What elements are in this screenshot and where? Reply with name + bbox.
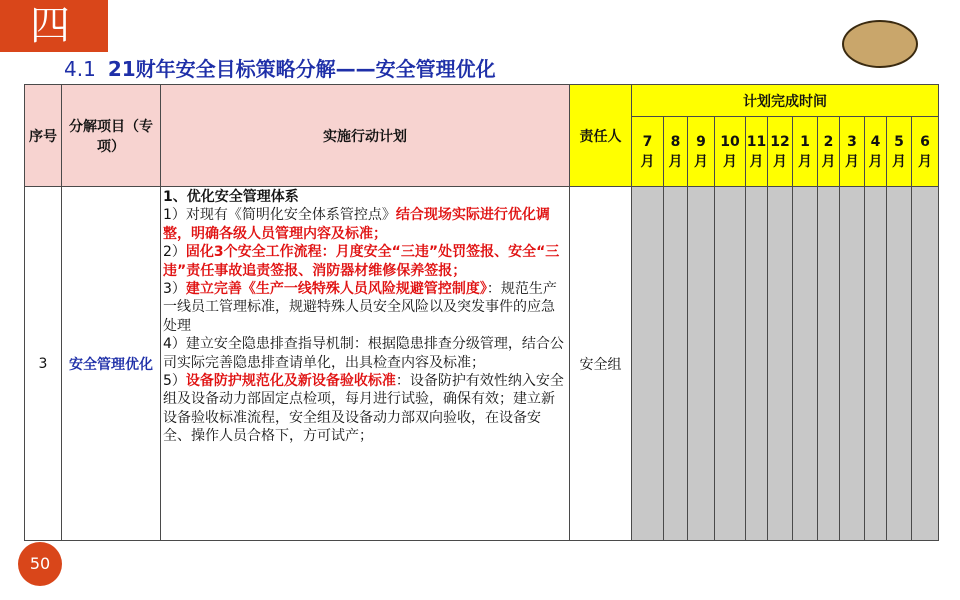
title-number: 4.1 — [64, 57, 96, 81]
plan-point-1-text: 1）对现有《简明化安全体系管控点》 — [163, 207, 396, 224]
plan-point-4: 4）建立安全隐患排查指导机制：根据隐患排查分级管理，结合公司实际完善隐患排查请单化，出具检查内容及标准； — [163, 336, 564, 371]
month-unit: 月 — [821, 153, 836, 170]
month-num: 3 — [847, 133, 857, 150]
month-cell — [664, 187, 688, 541]
month-unit: 月 — [868, 153, 883, 170]
month-unit: 月 — [892, 153, 906, 170]
title-text: 21财年安全目标策略分解——安全管理优化 — [107, 57, 496, 81]
month-num: 8 — [670, 133, 681, 150]
row-item: 安全管理优化 — [62, 187, 161, 541]
month-cell — [865, 187, 887, 541]
month-header — [746, 117, 768, 187]
month-header — [887, 117, 912, 187]
month-num: 12 — [770, 133, 790, 150]
plan-point-1 — [163, 206, 567, 243]
month-cell — [912, 187, 939, 541]
plan-point-5-highlight: 设备防护规范化及新设备验收标准 — [185, 373, 396, 390]
plan-point-2-prefix: 2） — [163, 244, 186, 261]
plan-point-5-text: ：设备防护有效性纳入安全组及设备动力部固定点检项，每月进行试验，确保有效；建立新设备验收标准流程，安全组及设备动力部双向验收，在设备安全、操作人员合格下，方可试产； — [163, 373, 564, 445]
plan-point-3-highlight: 建立完善《生产一线特殊人员风险规避管控制度》 — [185, 281, 487, 298]
month-header — [664, 117, 688, 187]
plan-point-3-text: ：规范生产一线员工管理标准，规避特殊人员安全风险以及突发事件的应急处理 — [163, 281, 557, 334]
month-unit: 月 — [749, 153, 764, 170]
plan-point-3 — [163, 280, 567, 335]
month-unit: 月 — [798, 153, 812, 170]
month-cell — [688, 187, 715, 541]
header-schedule: 计划完成时间 — [632, 85, 939, 117]
header-row-top — [25, 85, 939, 117]
month-num: 10 — [720, 133, 740, 150]
month-cell — [887, 187, 912, 541]
month-unit: 月 — [694, 153, 708, 170]
month-unit: 月 — [918, 153, 933, 170]
month-cell — [632, 187, 664, 541]
month-num: 5 — [894, 133, 904, 150]
month-header — [768, 117, 793, 187]
header-item: 分解项目（专项） — [62, 85, 161, 187]
plan-point-1-highlight: 结合现场实际进行优化调整，明确各级人员管理内容及标准； — [163, 207, 550, 242]
month-unit: 月 — [640, 153, 655, 170]
plan-point-5-prefix: 5） — [163, 373, 186, 390]
plan-heading: 1、优化安全管理体系 — [163, 189, 299, 205]
month-cell — [746, 187, 768, 541]
header-plan: 实施行动计划 — [161, 85, 570, 187]
month-header — [688, 117, 715, 187]
table-row — [25, 187, 939, 541]
month-unit: 月 — [773, 153, 787, 170]
month-unit: 月 — [668, 153, 683, 170]
month-num: 1 — [800, 133, 810, 150]
month-cell — [793, 187, 818, 541]
page-title — [64, 54, 496, 84]
decorative-oval — [842, 20, 918, 68]
month-num: 4 — [870, 133, 881, 150]
month-header — [818, 117, 840, 187]
month-cell — [715, 187, 746, 541]
page-number: 50 — [18, 542, 62, 586]
month-unit: 月 — [845, 153, 859, 170]
row-owner: 安全组 — [570, 187, 632, 541]
month-num: 6 — [920, 133, 930, 150]
month-num: 7 — [642, 133, 653, 150]
plan-point-5 — [163, 372, 567, 446]
month-header — [793, 117, 818, 187]
month-header — [715, 117, 746, 187]
month-cell — [818, 187, 840, 541]
month-num: 2 — [823, 133, 834, 150]
month-cell — [768, 187, 793, 541]
month-num: 9 — [696, 133, 706, 150]
plan-point-2 — [163, 243, 567, 280]
month-header — [632, 117, 664, 187]
plan-point-3-prefix: 3） — [163, 281, 186, 298]
header-seq: 序号 — [25, 85, 62, 187]
month-header — [840, 117, 865, 187]
row-seq: 3 — [25, 187, 62, 541]
plan-point-2-highlight: 固化3个安全工作流程：月度安全“三违”处罚签报、安全“三违”责任事故追责签报、消防器材维修保养签报； — [163, 244, 560, 279]
month-num: 11 — [746, 133, 767, 150]
month-header — [912, 117, 939, 187]
header-owner: 责任人 — [570, 85, 632, 187]
month-header — [865, 117, 887, 187]
month-unit: 月 — [723, 153, 737, 170]
month-cell — [840, 187, 865, 541]
plan-table — [24, 84, 939, 541]
row-plan — [161, 187, 570, 541]
section-badge: 四 — [0, 0, 108, 52]
